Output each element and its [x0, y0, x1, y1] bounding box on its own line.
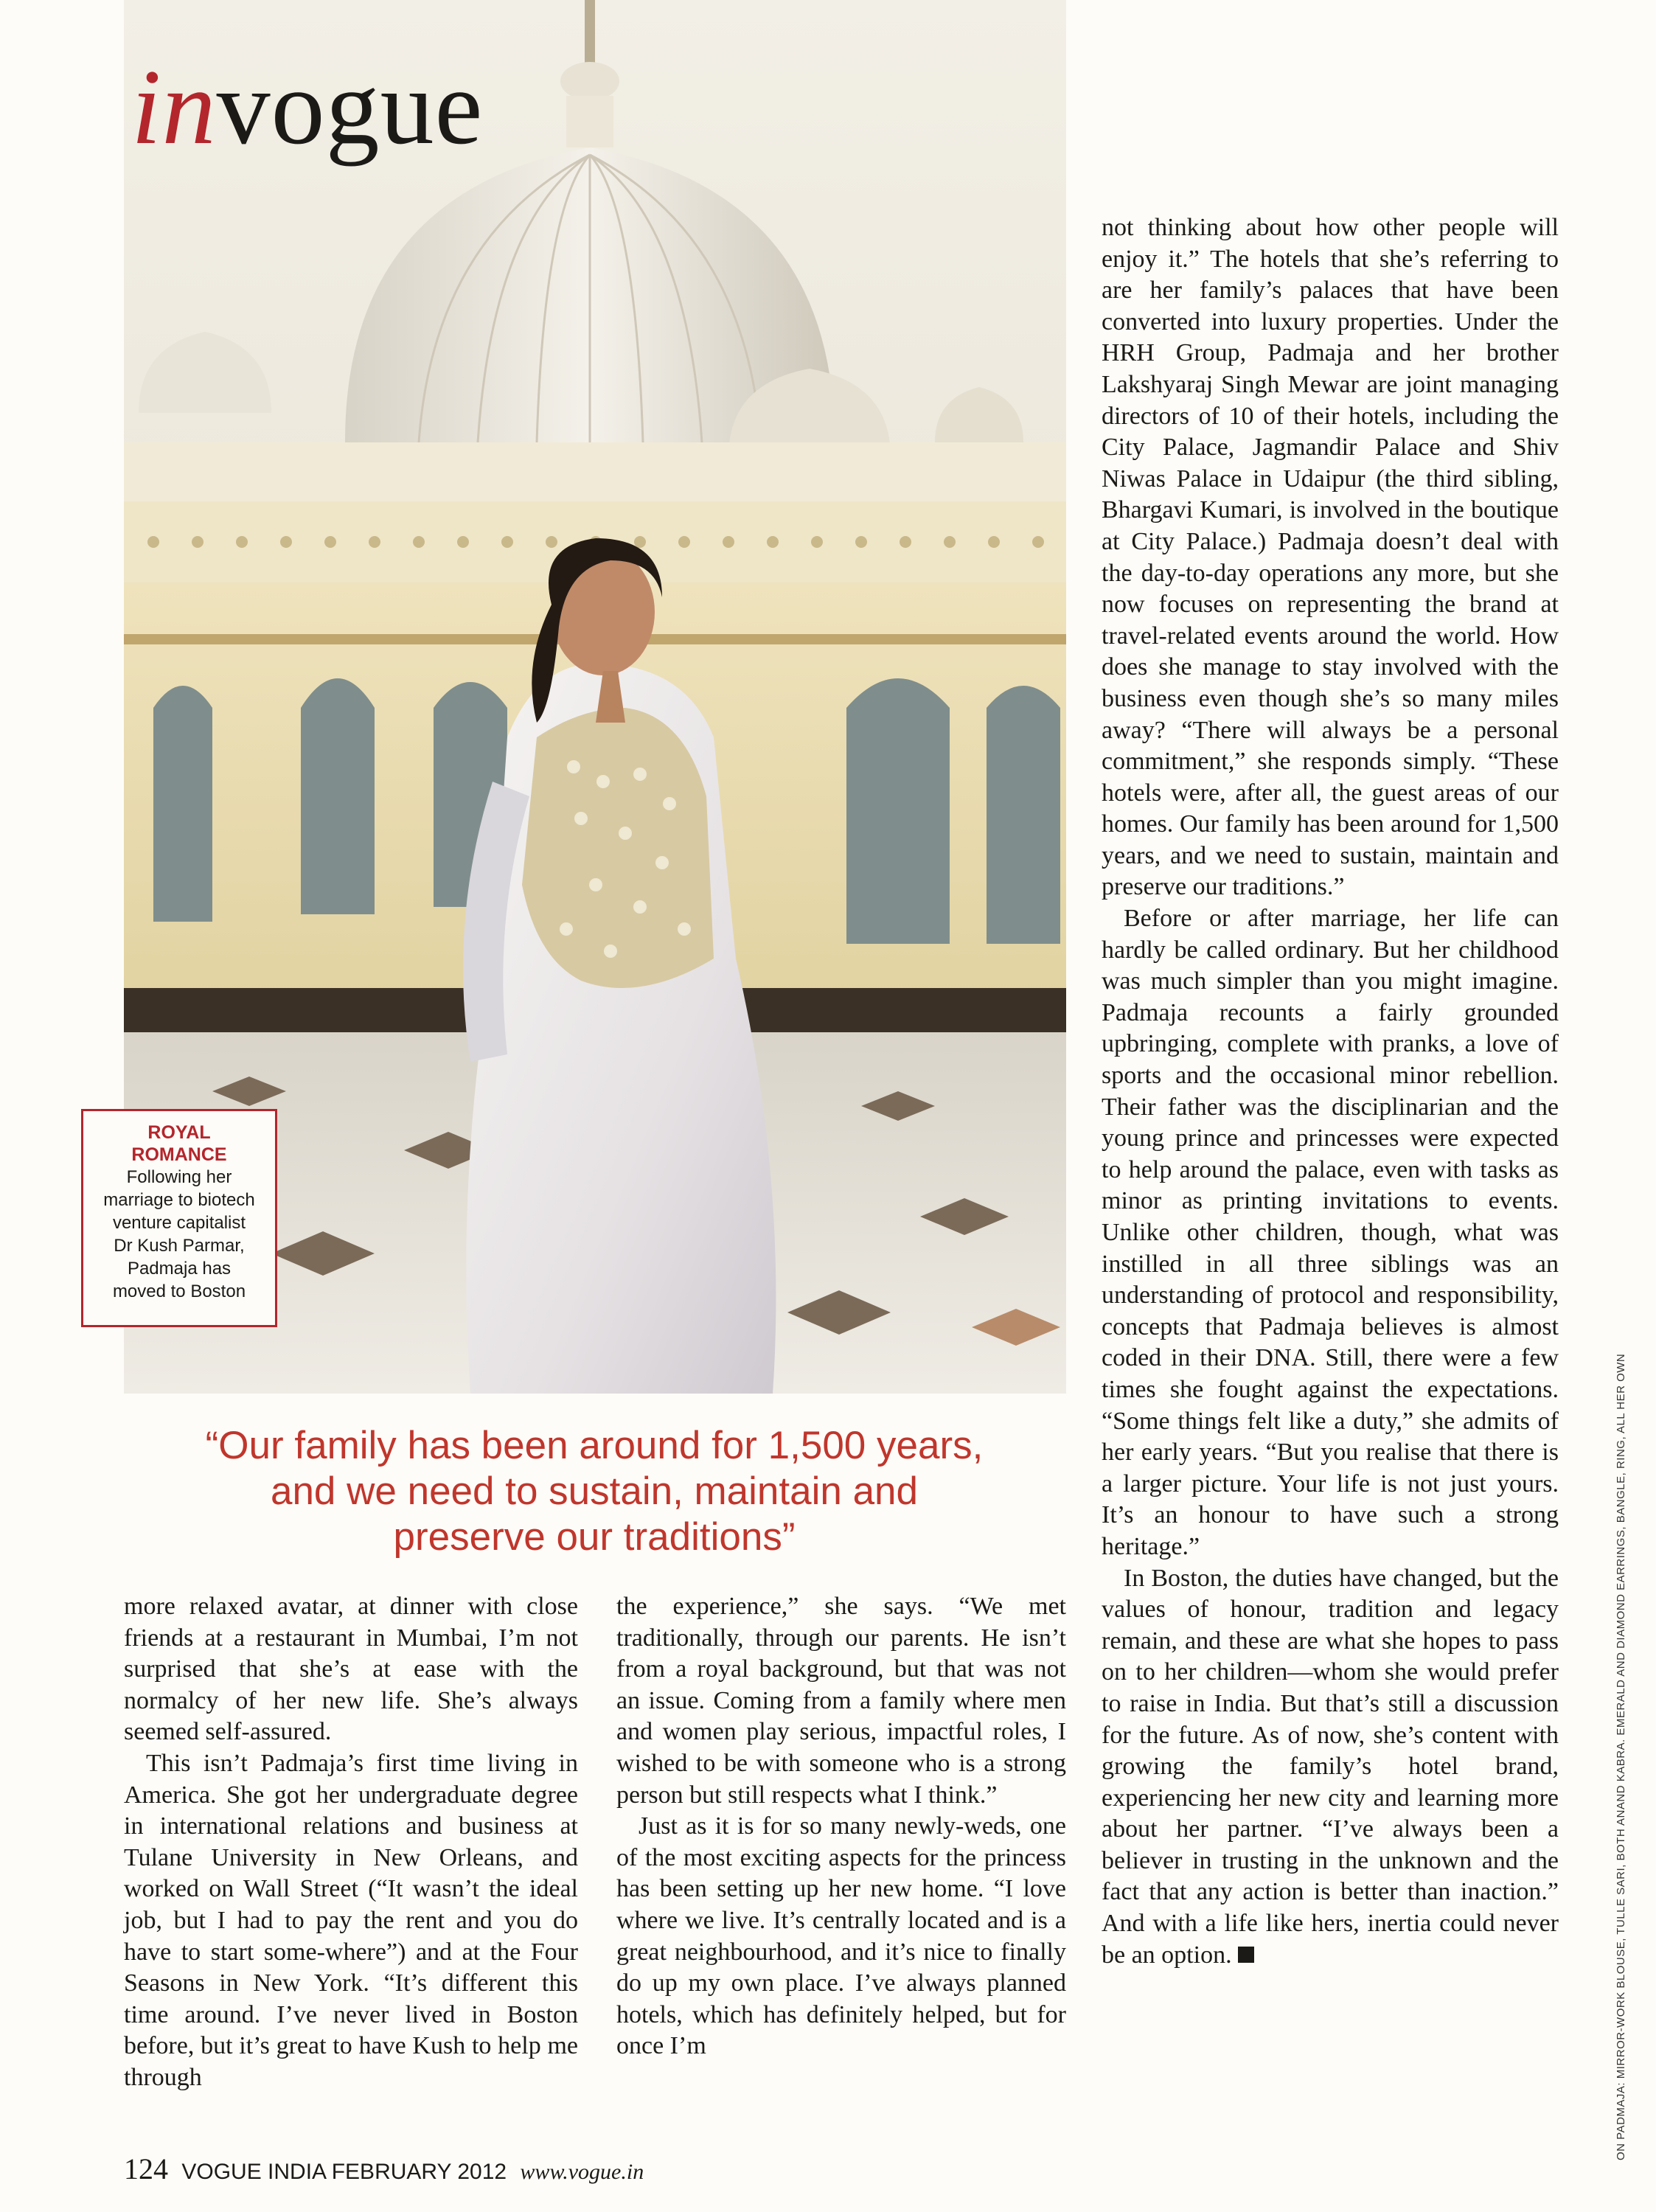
section-masthead	[131, 47, 484, 167]
body-paragraph: This isn’t Padmaja’s first time living in America. She got her undergraduate degree in international relations and business at Tulane University in New Orleans, and worked on Wall Street (“It wasn’t the ideal job, but I had to pay the rent and you do have to start some-where”) and at the Four Seasons in New York. “It’s different this time around. I’ve never lived in Boston before, but it’s great to have Kush to help me through	[124, 1749, 578, 2091]
masthead-prefix: in	[131, 47, 217, 167]
body-paragraph: Before or after marriage, her life can hardly be called ordinary. But her childhood was much simpler than you might imagine. Padmaja recounts a fairly grounded upbringing, complete with pranks, a love of sports and the occasional minor rebellion. Their father was the disciplinarian and the young prince and princesses were expected to help around the palace, even with tasks as minor as printing invitations to events. Unlike other children, though, what was instilled in all three siblings was an understanding of protocol and responsibility, concepts that Padmaja believes is almost coded in their DNA. Still, there were a few times she fought against the expectations. “Some things felt like a duty,” she admits of her early years. “But you realise that there is a larger picture. Your life is not just yours. It’s an honour to have such a strong heritage.”	[1102, 905, 1559, 1560]
body-paragraph: the experience,” she says. “We met traditionally, through our parents. He isn’t from a royal background, but that was not an issue. Coming from a family where men and women play serious, impactful roles, I wished to be with someone who is a strong person but still respects what I think.”	[616, 1593, 1066, 1809]
page-number: 124	[124, 2152, 168, 2185]
body-paragraph: more relaxed avatar, at dinner with close friends at a restaurant in Mumbai, I’m not surprised that she’s at ease with the normalcy of her new life. She’s always seemed self-assured.	[124, 1593, 578, 1746]
pull-quote-line: preserve our traditions”	[393, 1515, 796, 1559]
photo-caption-box	[81, 1109, 277, 1327]
fashion-credit: ON PADMAJA: MIRROR-WORK BLOUSE, TULLE SARI, BOTH ANAND KABRA. EMERALD AND DIAMOND EARRINGS, BANGLE, RING, ALL HER OWN	[1615, 1353, 1627, 2160]
body-column-3	[1102, 212, 1559, 1971]
caption-line: Following her	[126, 1167, 232, 1187]
masthead-word: vogue	[216, 47, 484, 167]
body-paragraph: Just as it is for so many newly-weds, one of the most exciting aspects for the princess has been setting up her new home. “I love where we live. It’s centrally located and is a great neighbourhood, and it’s nice to finally do up my own place. I’ve always planned hotels, which has definitely helped, but for once I’m	[616, 1812, 1066, 2060]
caption-line: marriage to biotech	[103, 1190, 255, 1210]
body-column-2	[616, 1591, 1066, 2062]
pull-quote-line: “Our family has been around for 1,500 years,	[205, 1424, 984, 1467]
pull-quote	[122, 1423, 1066, 1560]
publication-issue: VOGUE INDIA FEBRUARY 2012	[181, 2160, 507, 2184]
caption-line: moved to Boston	[112, 1281, 246, 1301]
caption-line: venture capitalist	[112, 1213, 246, 1233]
body-paragraph-text: In Boston, the duties have changed, but the values of honour, tradition and legacy remain, and these are what she hopes to pass on to her children—whom she would prefer to raise in India. But that’s still a discussion for the future. As of now, she’s content with growing the family’s hotel brand, experiencing her new city and learning more about her partner. “I’ve always been a believer in trusting in the unknown and the fact that any action is better than inaction.” And with a life like hers, inertia could never be an option.	[1102, 1564, 1559, 1969]
body-paragraph: not thinking about how other people will enjoy it.” The hotels that she’s referring to are her family’s palaces that have been converted into luxury properties. Under the HRH Group, Padmaja and her brother Lakshyaraj Singh Mewar are joint managing directors of 10 of their hotels, including the City Palace, Jagmandir Palace and Shiv Niwas Palace in Udaipur (the third sibling, Bhargavi Kumari, is involved in the boutique at City Palace.) Padmaja doesn’t deal with the day-to-day operations any more, but she now focuses on representing the brand at travel-related events around the world. How does she manage to stay involved with the business even though she’s so many miles away? “There will always be a personal commitment,” she responds simply. “These hotels were, after all, the guest areas of our homes. Our family has been around for 1,500 years, and we need to sustain, maintain and preserve our traditions.”	[1102, 214, 1559, 901]
body-paragraph-final	[1102, 1563, 1559, 1972]
website-url: www.vogue.in	[520, 2160, 644, 2184]
caption-line: Dr Kush Parmar,	[114, 1236, 245, 1256]
caption-title-line2: ROMANCE	[131, 1144, 227, 1165]
caption-line: Padmaja has	[127, 1259, 232, 1279]
page-footer	[124, 2152, 644, 2186]
body-column-1	[124, 1591, 578, 2094]
end-mark-icon	[1238, 1947, 1254, 1963]
caption-title-line1: ROYAL	[147, 1122, 211, 1143]
pull-quote-line: and we need to sustain, maintain and	[270, 1470, 919, 1513]
